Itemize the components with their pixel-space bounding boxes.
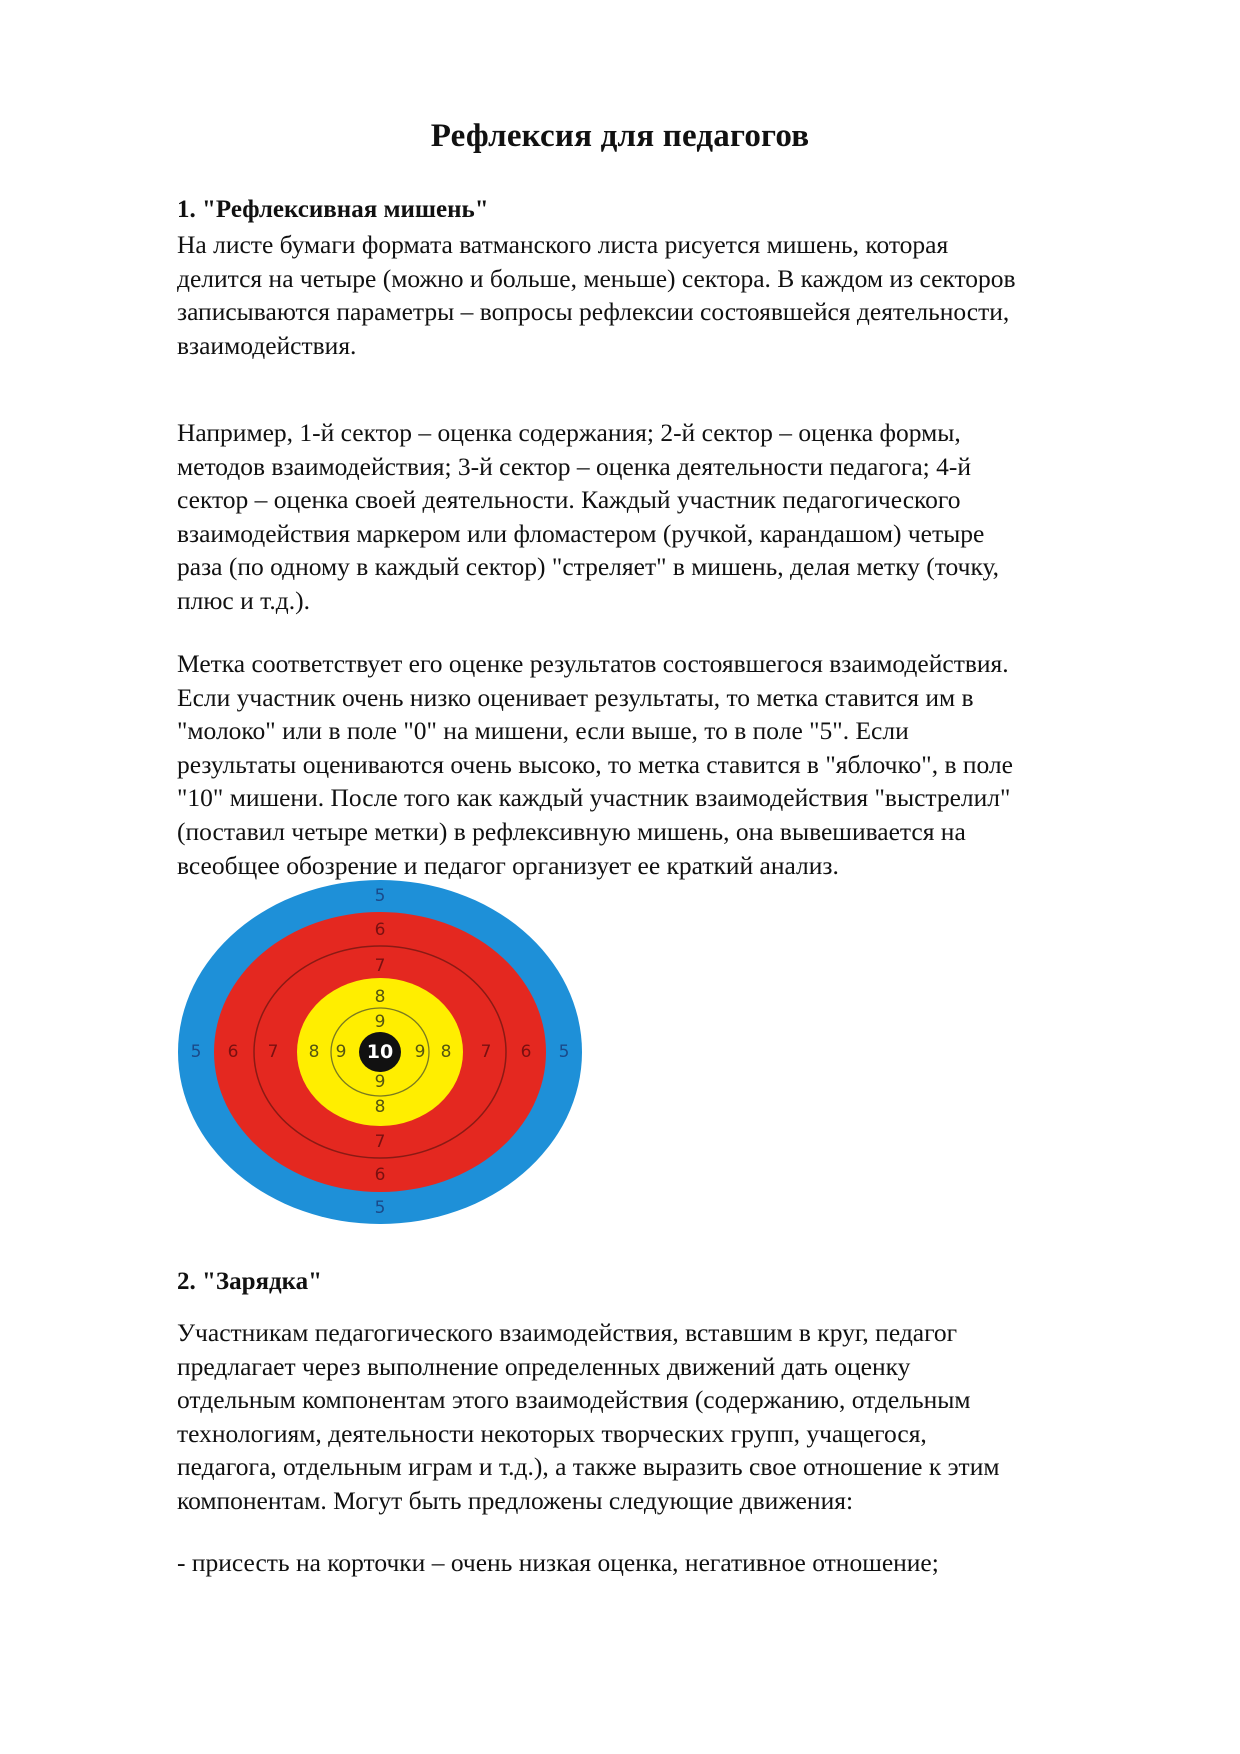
text-line: Например, 1-й сектор – оценка содержания; 2-й сектор – оценка формы, bbox=[177, 418, 961, 447]
text-line: На листе бумаги формата ватманского листа рисуется мишень, которая bbox=[177, 230, 949, 259]
ring-label: 5 bbox=[190, 1042, 202, 1062]
ring-label: 5 bbox=[374, 886, 386, 906]
bullseye-label: 10 bbox=[366, 1041, 394, 1063]
ring-label: 6 bbox=[227, 1042, 239, 1062]
text-line: педагога, отдельным играм и т.д.), а также выразить свое отношение к этим bbox=[177, 1452, 1000, 1482]
ring-label: 8 bbox=[308, 1042, 320, 1062]
section-2-list-item bbox=[177, 1546, 1157, 1580]
ring-label: 8 bbox=[374, 1097, 386, 1117]
ring-label: 5 bbox=[374, 1198, 386, 1218]
text-line: плюс и т.д.). bbox=[177, 585, 310, 615]
ring-label: 5 bbox=[558, 1042, 570, 1062]
target-image bbox=[178, 880, 583, 1230]
text-line: "молоко" или в поле "0" на мишени, если выше, то в поле "5". Если bbox=[177, 716, 909, 746]
text-line: технологиям, деятельности некоторых творческих групп, учащегося, bbox=[177, 1418, 927, 1448]
ring-label: 6 bbox=[374, 1165, 386, 1185]
ring-label: 7 bbox=[480, 1042, 492, 1062]
text-line: делится на четыре (можно и больше, меньше) сектора. В каждом из секторов bbox=[177, 263, 1016, 293]
ring-label: 7 bbox=[267, 1042, 279, 1062]
text-line: записываются параметры – вопросы рефлексии состоявшейся деятельности, bbox=[177, 297, 1010, 327]
ring-label: 9 bbox=[374, 1072, 386, 1092]
text-line: Если участник очень низко оценивает результаты, то метка ставится им в bbox=[177, 682, 974, 712]
target-icon bbox=[178, 880, 583, 1230]
text-line: "10" мишени. После того как каждый участник взаимодействия "выстрелил" bbox=[177, 783, 1011, 813]
text-line: раза (по одному в каждый сектор) "стреляет" в мишень, делая метку (точку, bbox=[177, 552, 1000, 582]
text-line: отдельным компонентам этого взаимодействия (содержанию, отдельным bbox=[177, 1385, 971, 1415]
text-line: компонентам. Могут быть предложены следующие движения: bbox=[177, 1485, 854, 1515]
text-line: результаты оцениваются очень высоко, то метка ставится в "яблочко", в поле bbox=[177, 749, 1013, 779]
ring-label: 6 bbox=[374, 920, 386, 940]
section-2-heading: 2. "Зарядка" bbox=[177, 1268, 323, 1295]
ring-label: 7 bbox=[374, 1132, 386, 1152]
text-line: взаимодействия маркером или фломастером (ручкой, карандашом) четыре bbox=[177, 518, 985, 548]
section-2-paragraph-1 bbox=[177, 1316, 1157, 1518]
text-line: всеобщее обозрение и педагог организует ее краткий анализ. bbox=[177, 850, 839, 880]
text-line: (поставил четыре метки) в рефлексивную мишень, она вывешивается на bbox=[177, 816, 966, 846]
text-line: - присесть на корточки – очень низкая оценка, негативное отношение; bbox=[177, 1548, 939, 1577]
ring-label: 9 bbox=[414, 1042, 426, 1062]
section-1-paragraph-1 bbox=[177, 228, 1157, 362]
text-line: Участникам педагогического взаимодействия, вставшим в круг, педагог bbox=[177, 1318, 958, 1347]
text-line: Метка соответствует его оценке результатов состоявшегося взаимодействия. bbox=[177, 649, 1009, 678]
text-line: методов взаимодействия; 3-й сектор – оценка деятельности педагога; 4-й bbox=[177, 451, 972, 481]
ring-label: 8 bbox=[374, 987, 386, 1007]
page-title: Рефлексия для педагогов bbox=[430, 118, 810, 154]
ring-label: 6 bbox=[520, 1042, 532, 1062]
ring-label: 7 bbox=[374, 956, 386, 976]
ring-label: 8 bbox=[440, 1042, 452, 1062]
section-1-paragraph-3 bbox=[177, 647, 1157, 882]
text-line: взаимодействия. bbox=[177, 330, 357, 360]
section-1-heading: 1. "Рефлексивная мишень" bbox=[177, 196, 489, 223]
section-1-paragraph-2 bbox=[177, 416, 1157, 618]
text-line: сектор – оценка своей деятельности. Каждый участник педагогического bbox=[177, 485, 961, 515]
ring-label: 9 bbox=[335, 1042, 347, 1062]
ring-label: 9 bbox=[374, 1012, 386, 1032]
text-line: предлагает через выполнение определенных движений дать оценку bbox=[177, 1351, 911, 1381]
